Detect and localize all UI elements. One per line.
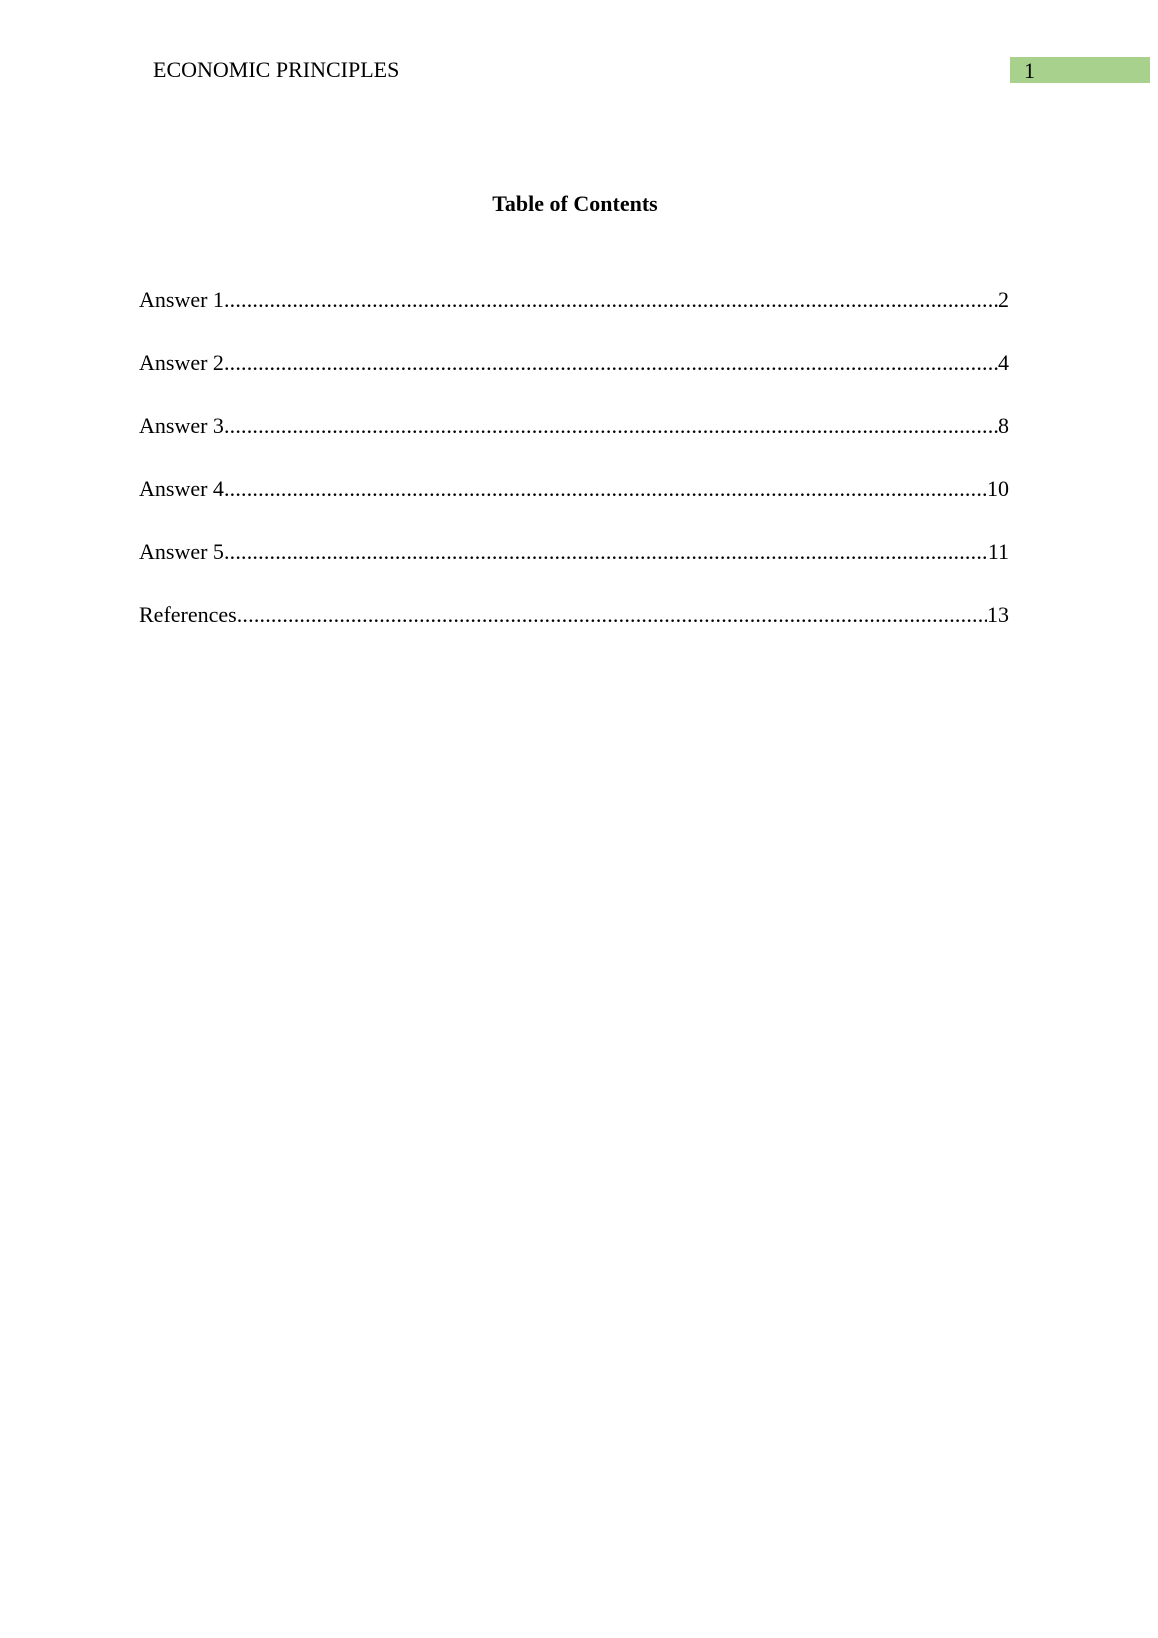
toc-entry-answer-1[interactable] [139,286,1009,349]
toc-dot-leader [224,286,998,314]
toc-list [139,286,1009,664]
toc-entry-label: Answer 5 [139,539,224,564]
toc-entry-page: 2 [998,287,1009,312]
toc-entry-page: 8 [998,413,1009,438]
toc-entry-label: Answer 2 [139,350,224,375]
toc-dot-leader [224,538,988,566]
toc-dot-leader [224,349,998,377]
page-number-badge [1010,57,1150,83]
toc-entry-answer-5[interactable] [139,538,1009,601]
toc-entry-label: Answer 4 [139,476,224,501]
toc-dot-leader [224,412,998,440]
toc-entry-label: References [139,602,237,627]
toc-entry-references[interactable] [139,601,1009,664]
toc-entry-page: 13 [987,602,1009,627]
toc-entry-page: 4 [998,350,1009,375]
toc-dot-leader [224,475,987,503]
toc-entry-page: 10 [987,476,1009,501]
toc-title: Table of Contents [492,191,658,216]
toc-entry-page: 11 [987,539,1009,564]
toc-entry-answer-2[interactable] [139,349,1009,412]
page-number: 1 [1024,58,1035,83]
toc-entry-label: Answer 1 [139,287,224,312]
toc-entry-answer-4[interactable] [139,475,1009,538]
toc-entry-answer-3[interactable] [139,412,1009,475]
toc-dot-leader [237,601,987,629]
toc-entry-label: Answer 3 [139,413,224,438]
running-header-title: ECONOMIC PRINCIPLES [153,57,400,82]
